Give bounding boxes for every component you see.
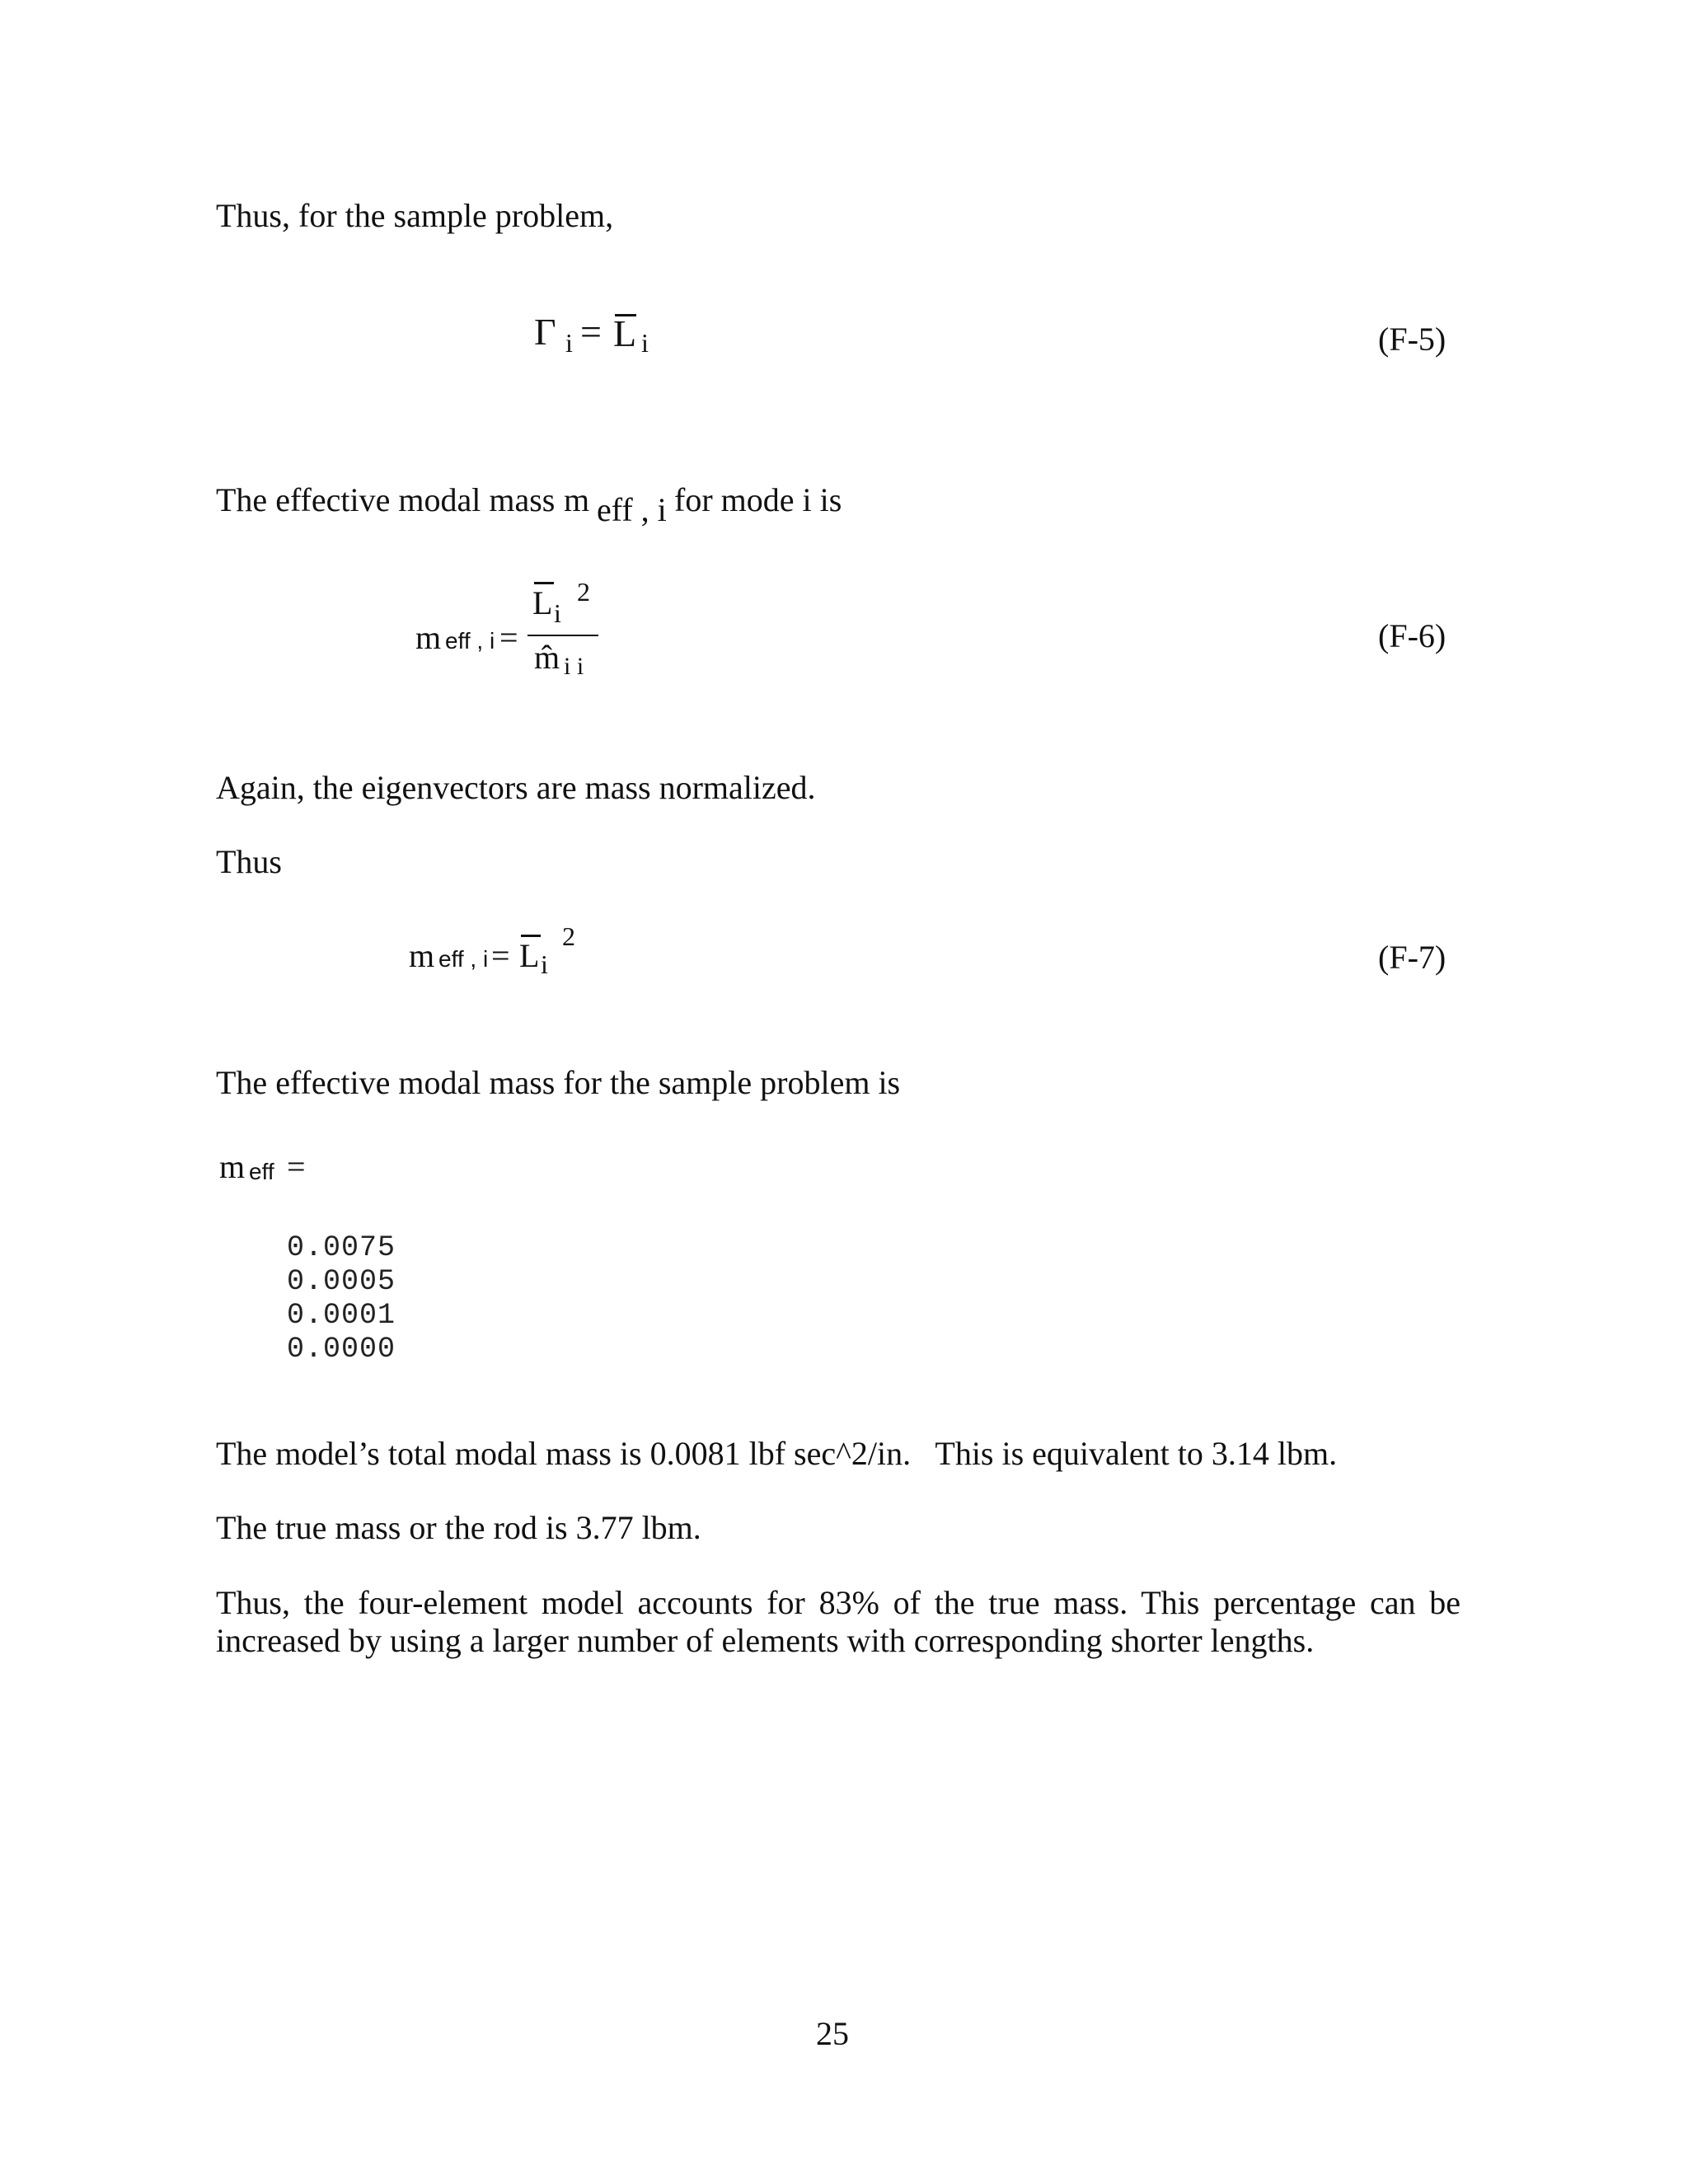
equation-f6: [412, 577, 626, 692]
l-subscript: i: [641, 328, 649, 358]
equation-f5: [534, 310, 666, 368]
conclusion-paragraph: [216, 1584, 1461, 1660]
m-subscript: eff , i: [445, 628, 495, 654]
intro-text: Thus, for the sample problem,: [216, 197, 614, 234]
equation-label-f6: (F-6): [1378, 617, 1447, 654]
l-superscript: 2: [562, 921, 575, 951]
again-text: Again, the eigenvectors are mass normalized.: [216, 769, 816, 806]
equals-sign: =: [580, 311, 602, 353]
thus-text: Thus: [216, 843, 282, 880]
numerator-l: L: [532, 584, 553, 621]
equation-label-f5: (F-5): [1378, 321, 1447, 358]
effective-mass-sentence: [216, 480, 892, 530]
m-subscript: eff , i: [597, 491, 667, 528]
meff-value: 0.0001: [287, 1299, 396, 1332]
m-symbol: m: [219, 1148, 246, 1185]
l-symbol: L: [519, 937, 540, 974]
denominator-subscript: i i: [564, 653, 584, 680]
meff-value: 0.0005: [287, 1265, 396, 1298]
meff-value: 0.0075: [287, 1231, 396, 1264]
conclusion-line-1: Thus, the four-element model accounts for 83% of the true mass. This percentage can be: [216, 1584, 1461, 1621]
sentence-end: for mode i is: [674, 481, 842, 518]
m-symbol: m: [409, 937, 435, 974]
l-subscript: i: [541, 949, 548, 979]
conclusion-line-2: increased by using a larger number of elements with corresponding shorter lengths.: [216, 1622, 1315, 1659]
meff-value: 0.0000: [287, 1333, 396, 1366]
numerator-superscript: 2: [577, 577, 590, 607]
gamma-symbol: Γ: [534, 311, 556, 353]
equation-f7: [409, 921, 607, 987]
true-mass-text: The true mass or the rod is 3.77 lbm.: [216, 1509, 701, 1546]
equals-sign: =: [491, 937, 510, 974]
meff-values: [287, 1231, 396, 1366]
numerator-subscript: i: [554, 598, 561, 628]
sentence-start: The effective modal mass: [216, 481, 556, 518]
l-symbol: L: [613, 312, 637, 354]
m-subscript: eff , i: [438, 946, 489, 972]
m-subscript: eff: [249, 1159, 274, 1184]
sample-problem-text: The effective modal mass for the sample problem is: [216, 1064, 901, 1101]
equals-sign: =: [287, 1148, 306, 1185]
m-symbol: m: [564, 481, 590, 518]
denominator-m-hat: m̂: [534, 639, 560, 676]
total-mass-text: The model’s total modal mass is 0.0081 lbf sec^2/in. This is equivalent to 3.14 lbm.: [216, 1435, 1338, 1472]
gamma-subscript: i: [565, 328, 573, 358]
m-symbol: m: [415, 619, 442, 656]
page-number: 25: [816, 2015, 849, 2052]
fraction-line: [528, 635, 598, 636]
equation-label-f7: (F-7): [1378, 939, 1447, 976]
meff-label: [219, 1147, 335, 1197]
equals-sign: =: [499, 619, 518, 656]
